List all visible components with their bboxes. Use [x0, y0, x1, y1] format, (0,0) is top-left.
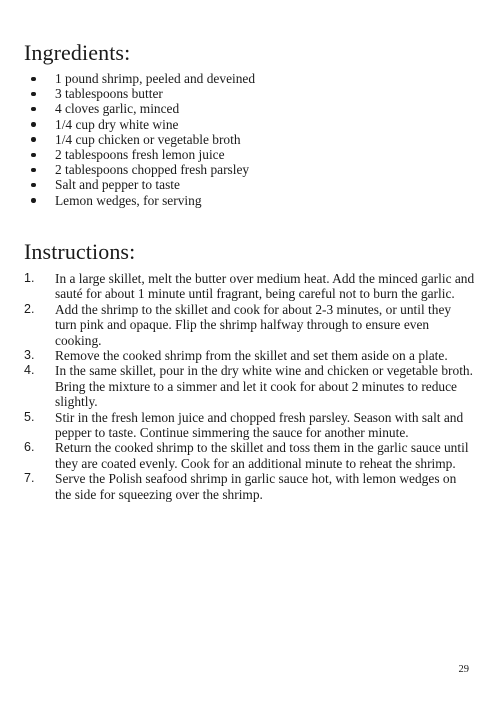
bullet-icon [31, 168, 36, 173]
bullet-icon [31, 153, 36, 158]
ingredients-list [0, 71, 500, 208]
ingredients-heading: Ingredients: [24, 40, 131, 65]
ingredient-item [0, 132, 500, 147]
instruction-step [0, 410, 475, 441]
ingredient-text: 3 tablespoons butter [55, 86, 163, 102]
step-number: 4. [24, 363, 35, 378]
instruction-step [0, 363, 475, 409]
ingredient-text: Lemon wedges, for serving [55, 192, 202, 208]
bullet-icon [31, 183, 36, 188]
ingredient-item [0, 117, 500, 132]
bullet-icon [31, 198, 36, 203]
bullet-icon [31, 122, 36, 127]
step-number: 2. [24, 301, 35, 316]
bullet-icon [31, 107, 36, 112]
step-number: 5. [24, 409, 35, 424]
ingredient-text: 2 tablespoons chopped fresh parsley [55, 162, 250, 178]
instructions-list [0, 271, 500, 502]
step-number: 6. [24, 440, 35, 455]
step-number: 3. [24, 348, 35, 363]
step-text: Remove the cooked shrimp from the skillet and set them aside on a plate. [55, 348, 448, 364]
ingredient-text: 1/4 cup dry white wine [55, 116, 179, 132]
ingredient-item [0, 177, 500, 192]
ingredient-text: 4 cloves garlic, minced [55, 101, 180, 117]
step-number: 1. [24, 271, 35, 285]
ingredient-text: 1 pound shrimp, peeled and deveined [55, 71, 256, 86]
instruction-step [0, 302, 475, 348]
ingredient-item [0, 193, 500, 208]
ingredient-text: Salt and pepper to taste [55, 177, 180, 193]
instruction-step [0, 271, 475, 302]
instruction-step [0, 440, 475, 471]
instruction-step [0, 348, 475, 363]
bullet-icon [31, 137, 36, 142]
instructions-heading: Instructions: [24, 239, 136, 264]
step-text: In a large skillet, melt the butter over medium heat. Add the minced garlic and sauté for about 1 minute until fragrant, being careful not to burn the garlic. [55, 271, 475, 302]
step-text: Add the shrimp to the skillet and cook for about 2-3 minutes, or until they turn pink and opaque. Flip the shrimp halfway through to ensure even cooking. [55, 301, 452, 348]
page-number: 29 [458, 664, 469, 675]
step-text: In the same skillet, pour in the dry white wine and chicken or vegetable broth. Bring the mixture to a simmer and let it cook for about 2 minutes to reduce slightly. [55, 363, 473, 410]
ingredient-item [0, 162, 500, 177]
bullet-icon [31, 92, 36, 97]
step-text: Stir in the fresh lemon juice and chopped fresh parsley. Season with salt and pepper to taste. Continue simmering the sauce for another minute. [55, 409, 464, 441]
instruction-step [0, 471, 475, 502]
ingredient-item [0, 101, 500, 116]
step-text: Serve the Polish seafood shrimp in garlic sauce hot, with lemon wedges on the side for squeezing over the shrimp. [55, 471, 457, 502]
bullet-icon [31, 77, 36, 82]
step-number: 7. [24, 471, 35, 486]
ingredient-item [0, 71, 500, 86]
ingredient-text: 2 tablespoons fresh lemon juice [55, 147, 225, 163]
step-text: Return the cooked shrimp to the skillet and toss them in the garlic sauce until they are coated evenly. Cook for an additional minute to reheat the shrimp. [55, 440, 469, 471]
ingredient-item [0, 86, 500, 101]
ingredient-item [0, 147, 500, 162]
ingredient-text: 1/4 cup chicken or vegetable broth [55, 131, 241, 147]
